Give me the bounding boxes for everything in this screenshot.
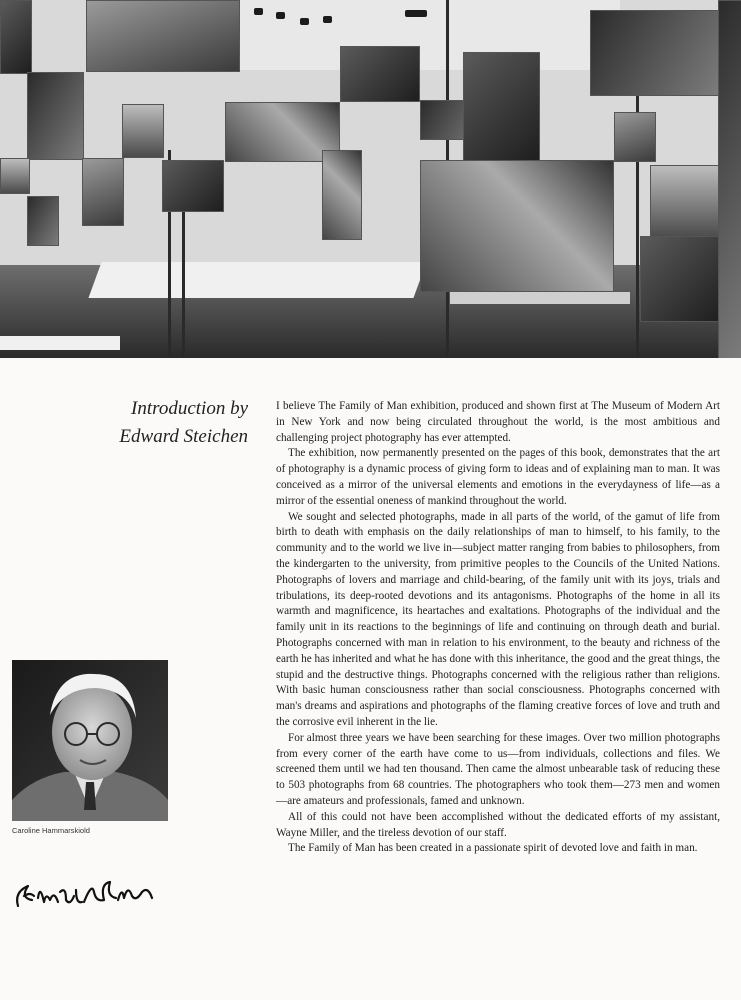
title-line-1: Introduction by bbox=[131, 398, 248, 419]
paragraph: We sought and selected photographs, made in all parts of the world, of the gamut of life from birth to death with emphasis on the daily relationships of man to himself, to his family, to the community and to the world we live in—subject matter ranging from babies to philosophers, from the kindergarten to the university, from primitive peoples to the Councils of the United Nations. Photographs of lovers and marriage and child-bearing, of the family unit with its joys, trials and tribulations, its deep-rooted devotions and its antagonisms. Photographs of the home in all its warmth and magnificence, its heartaches and exaltations. Photographs of the individual and the family unit in its reactions to the beginnings of life and continuing on through death and burial. Photographs concerned with man in relation to his environment, to the beauty and richness of the earth he has inherited and what he has done with this inheritance, the good and the great things, the stupid and the destructive things. Photographs concerned with the religious rather than religions. With basic human consciousness rather than social consciousness. Photographs concerned with man's dreams and aspirations and photographs of the flaming creative forces of love and truth and the corrosive evil inherent in the lie. bbox=[276, 510, 720, 728]
paragraph: I believe The Family of Man exhibition, produced and shown first at The Museum of Modern Art in New York and now being circulated throughout the world, is the most ambitious and challenging project photography has ever attempted. bbox=[276, 400, 720, 444]
paragraph: The exhibition, now permanently presented on the pages of this book, demonstrates that the art of photography is a dynamic process of giving form to ideas and of explaining man to man. It was conceived as a mirror of the universal elements and emotions in the everydayness of life—as a mirror of the essential oneness of mankind throughout the world. bbox=[276, 447, 720, 507]
signature bbox=[10, 862, 160, 922]
paragraph: The Family of Man has been created in a passionate spirit of devoted love and faith in man. bbox=[288, 842, 698, 855]
paragraph: All of this could not have been accomplished without the dedicated efforts of my assistant, Wayne Miller, and the tireless devotion of our staff. bbox=[276, 810, 720, 839]
paragraph: For almost three years we have been searching for these images. Over two million photographs from every corner of the earth have come to us—from individuals, collections and files. We screened them until we had ten thousand. Then came the almost unbearable task of reducing these to 503 photographs from 68 countries. The photographers who took them—273 men and women—are amateurs and professionals, famed and unknown. bbox=[276, 731, 720, 807]
page-title bbox=[98, 395, 248, 451]
gallery-photo bbox=[0, 0, 741, 358]
title-line-2: Edward Steichen bbox=[119, 426, 248, 447]
portrait-photo bbox=[12, 660, 168, 821]
introduction-text bbox=[276, 399, 720, 857]
photo-credit: Caroline Hammarskiold bbox=[12, 826, 90, 835]
